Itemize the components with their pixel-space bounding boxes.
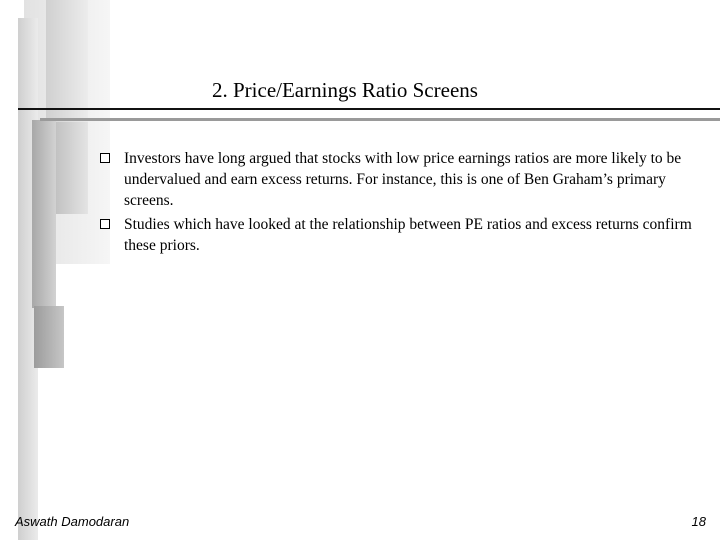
bullet-item	[98, 214, 698, 256]
decor-bar-dark-2	[34, 306, 64, 368]
title-rule-shadow	[40, 118, 720, 121]
bullet-item	[98, 148, 698, 211]
bullet-text: Investors have long argued that stocks with low price earnings ratios are more likely to be undervalued and earn excess returns. For instance, this is one of Ben Graham’s primary screens.	[124, 150, 682, 209]
decor-bar-dark-1	[32, 120, 56, 308]
page-number: 18	[691, 514, 706, 529]
decor-bar-mid-2	[56, 122, 88, 214]
footer-author: Aswath Damodaran	[15, 514, 130, 529]
hollow-square-bullet-icon	[100, 219, 110, 229]
title-rule	[18, 108, 720, 110]
slide-title: 2. Price/Earnings Ratio Screens	[212, 78, 478, 102]
bullet-list	[98, 148, 698, 259]
bullet-text: Studies which have looked at the relationship between PE ratios and excess returns confirm these priors.	[124, 216, 692, 254]
hollow-square-bullet-icon	[100, 153, 110, 163]
